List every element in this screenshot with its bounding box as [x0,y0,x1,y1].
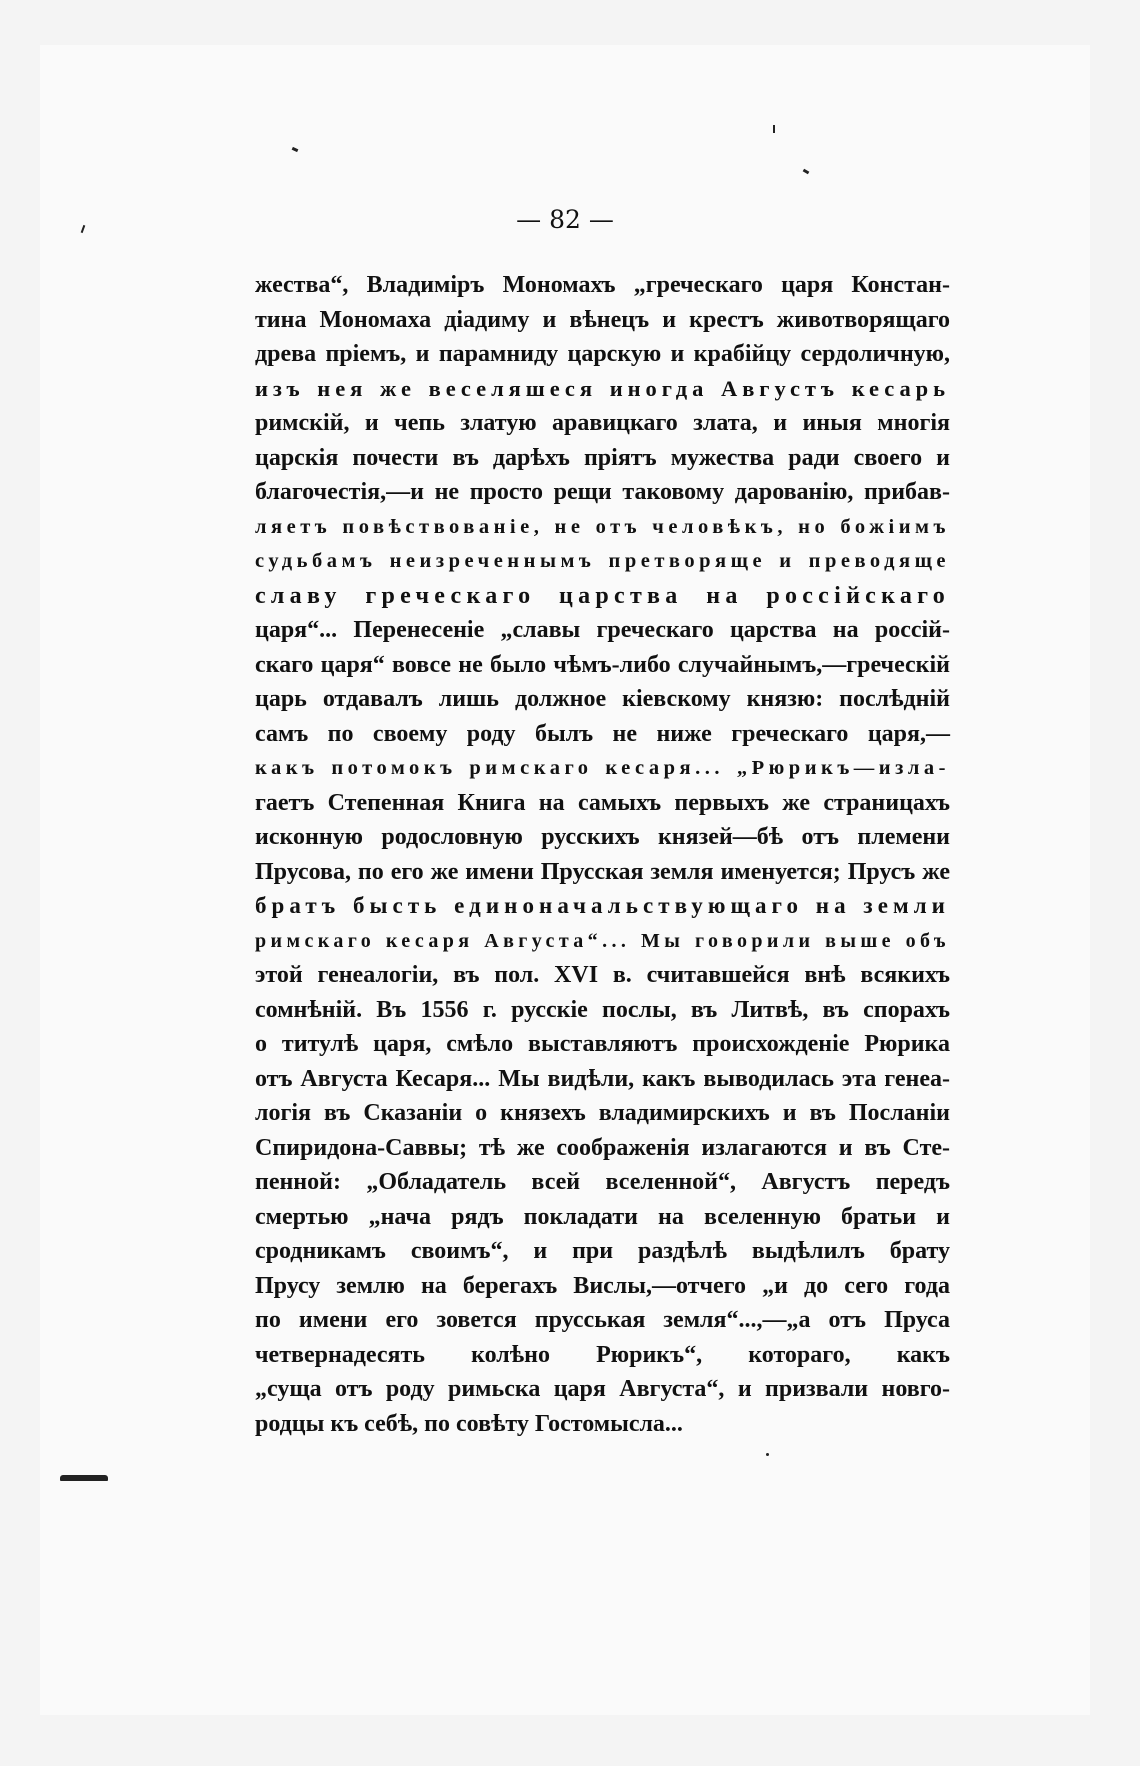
text-line: жества“, Владиміръ Мономахъ „греческаго царя Констан- [255,272,950,298]
text-line: ляетъ повѣствованіе, не отъ человѣкъ, но божіимъ [255,515,950,538]
text-line: этой генеалогіи, въ пол. XVI в. считавшейся внѣ всякихъ [255,962,950,988]
text-line: смертью „нача рядъ покладати на вселенную братьи и [255,1203,950,1230]
text-line: царь отдавалъ лишь должное кіевскому князю: послѣдній [255,686,950,712]
text-line: самъ по своему роду былъ не ниже греческаго царя,— [255,720,950,747]
page-number: — 82 — [516,205,614,234]
scan-ink-mark [60,1475,108,1481]
text-line: по имени его зовется прусськая земля“...,—„а отъ Пруса [255,1307,950,1333]
text-line: логія въ Сказаніи о князехъ владимирскихъ и въ Посланіи [255,1100,950,1126]
text-line: сродникамъ своимъ“, и при раздѣлѣ выдѣлилъ брату [255,1238,950,1264]
text-line: гаетъ Степенная Книга на самыхъ первыхъ же страницахъ [255,789,950,816]
book-page [40,45,1090,1715]
text-line: римскаго кесаря Августа“... Мы говорили выше объ [255,929,950,952]
text-line: римскій, и чепь златую аравицкаго злата, и иныя многія [255,410,950,436]
scan-speck [773,125,775,133]
scan-speck [766,1453,769,1456]
text-line: тина Мономаха діадиму и вѣнецъ и крестъ животворящаго [255,306,950,333]
text-line: Прусу землю на берегахъ Вислы,—отчего „и до сего года [255,1272,950,1299]
text-line: изъ нея же веселяшеся иногда Августъ кесарь [255,375,950,401]
text-line: благочестія,—и не просто рещи таковому дарованію, прибав- [255,479,950,505]
text-line: Спиридона-Саввы; тѣ же соображенія излагаются и въ Сте- [255,1134,950,1161]
text-line: четвернадесять колѣно Рюрикъ“, котораго, какъ [255,1341,950,1368]
text-line: пенной: „Обладатель всей вселенной“, Августъ передъ [255,1169,950,1195]
body-text [255,268,950,1441]
text-line: древа пріемъ, и парамниду царскую и крабійцу сердоличную, [255,341,950,367]
text-line: исконную родословную русскихъ князей—бѣ отъ племени [255,824,950,850]
text-line: какъ потомокъ римскаго кесаря... „Рюрикъ—излa- [255,757,950,779]
text-line: судьбамъ неизреченнымъ претворяще и преводяще [255,550,950,572]
text-line: царскія почести въ дарѣхъ пріятъ мужества ради своего и [255,444,950,471]
text-line: скаго царя“ вовсе не было чѣмъ-либо случайнымъ,—греческій [255,651,950,678]
text-line: царя“... Перенесеніе „славы греческаго царства на россій- [255,617,950,643]
text-line: славу греческаго царства на россійскаго [255,582,950,609]
text-line: Прусова, по его же имени Прусская земля именуется; Прусъ же [255,858,950,885]
text-line: „суща отъ роду римьска царя Августа“, и призвали новго- [255,1376,950,1402]
text-line: о титулѣ царя, смѣло выставляютъ происхожденіе Рюрика [255,1031,950,1057]
text-line: сомнѣній. Въ 1556 г. русскіе послы, въ Литвѣ, въ спорахъ [255,996,950,1023]
text-line: братъ бысть единоначальствующаго на земли [255,893,950,918]
text-line: отъ Августа Кесаря... Мы видѣли, какъ выводилась эта генеа- [255,1065,950,1092]
text-line: родцы къ себѣ, по совѣту Гостомысла... [255,1410,683,1437]
